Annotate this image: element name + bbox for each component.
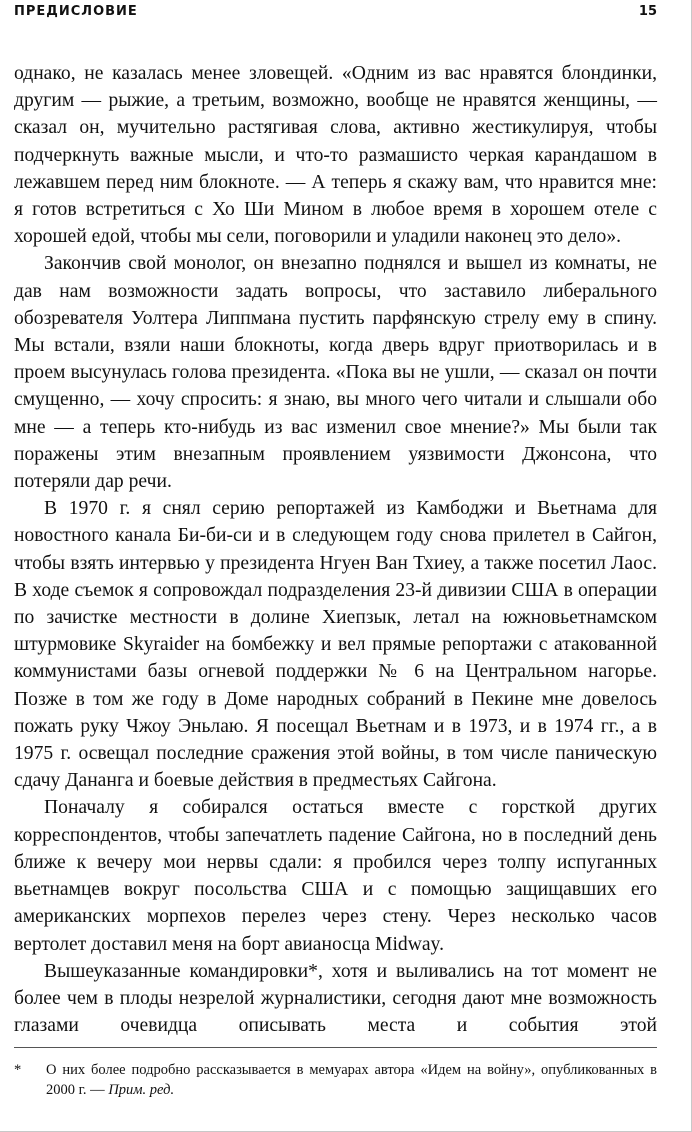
paragraph: Поначалу я собирался остаться вместе с горсткой других корреспондентов, чтобы запечатлеть падение Сайгона, но в последний день ближе к вечеру мои нервы сдали: я пробился через толпу испуганных вьетнамцев вокруг посольства США и с помощью защищавших его американских морпехов перелез через стену. Через несколько часов вертолет доставил меня на борт авианосца Midway. bbox=[14, 797, 657, 955]
footnote-divider bbox=[14, 1047, 657, 1048]
paragraph: В 1970 г. я снял серию репортажей из Камбоджи и Вьетнама для новостного канала Би-би-си и в следующем году снова прилетел в Сайгон, чтобы взять интервью у президента Нгуен Ван Тхиеу, а также посетил Лаос. В ходе съемок я сопровождал подразделения 23-й дивизии США в операции по зачистке местности в долине Хиепзык, летал на южновьетнамском штурмовике Skyraider на бомбежку и вел прямые репортажи с атакованной коммунистами базы огневой поддержки № 6 на Центральном нагорье. Позже в том же году в Доме народных собраний в Пекине мне довелось пожать руку Чжоу Эньлаю. Я посещал Вьетнам и в 1973, и в 1974 гг., а в 1975 г. освещал последние сражения этой войны, в том числе паническую сдачу Дананга и боевые действия в предместьях Сайгона. bbox=[14, 498, 657, 792]
body-text bbox=[14, 60, 657, 1039]
paragraph: Закончив свой монолог, он внезапно поднялся и вышел из комнаты, не дав нам возможности задать вопросы, что заставило либерального обозревателя Уолтера Липпмана пустить парфянскую стрелу ему в спину. Мы встали, взяли наши блокноты, когда дверь вдруг приотворилась и в проем высунулась голова президента. «Пока вы не ушли, — сказал он почти смущенно, — хочу спросить: я знаю, вы много чего читали и слышали обо мне — а теперь кто-нибудь из вас изменил свое мнение?» Мы были так поражены этим внезапным проявлением уязвимости Джонсона, что потеряли дар речи. bbox=[14, 253, 657, 493]
footnote-text: О них более подробно рассказывается в мемуарах автора «Идем на войну», опубликованных в 2000 г. — bbox=[46, 1062, 657, 1098]
paragraph-continued: однако, не казалась менее зловещей. «Одним из вас нравятся блондинки, другим — рыжие, а третьим, возможно, вообще не нравятся женщины, — сказал он, мучительно растягивая слова, активно жестикулируя, чтобы подчеркнуть важные мысли, и что-то размашисто черкая карандашом в лежавшем перед ним блокноте. — А теперь я скажу вам, что нравится мне: я готов встретиться с Хо Ши Мином в любое время в хорошем отеле с хорошей едой, чтобы мы сели, поговорили и уладили наконец это дело». bbox=[14, 63, 657, 248]
page-number: 15 bbox=[638, 4, 657, 19]
chapter-title: ПРЕДИСЛОВИЕ bbox=[14, 4, 138, 19]
editor-note: Прим. ред. bbox=[108, 1082, 175, 1098]
running-head bbox=[14, 4, 657, 24]
footnote-mark: * bbox=[14, 1062, 22, 1078]
footnote-text-block bbox=[46, 1060, 657, 1100]
footnote bbox=[14, 1060, 657, 1100]
paragraph-truncated: Вышеуказанные командировки*, хотя и выливались на тот момент не более чем в плоды незрелой журналистики, сегодня дают мне возможность глазами очевидца описывать места и события этой bbox=[14, 960, 657, 1037]
